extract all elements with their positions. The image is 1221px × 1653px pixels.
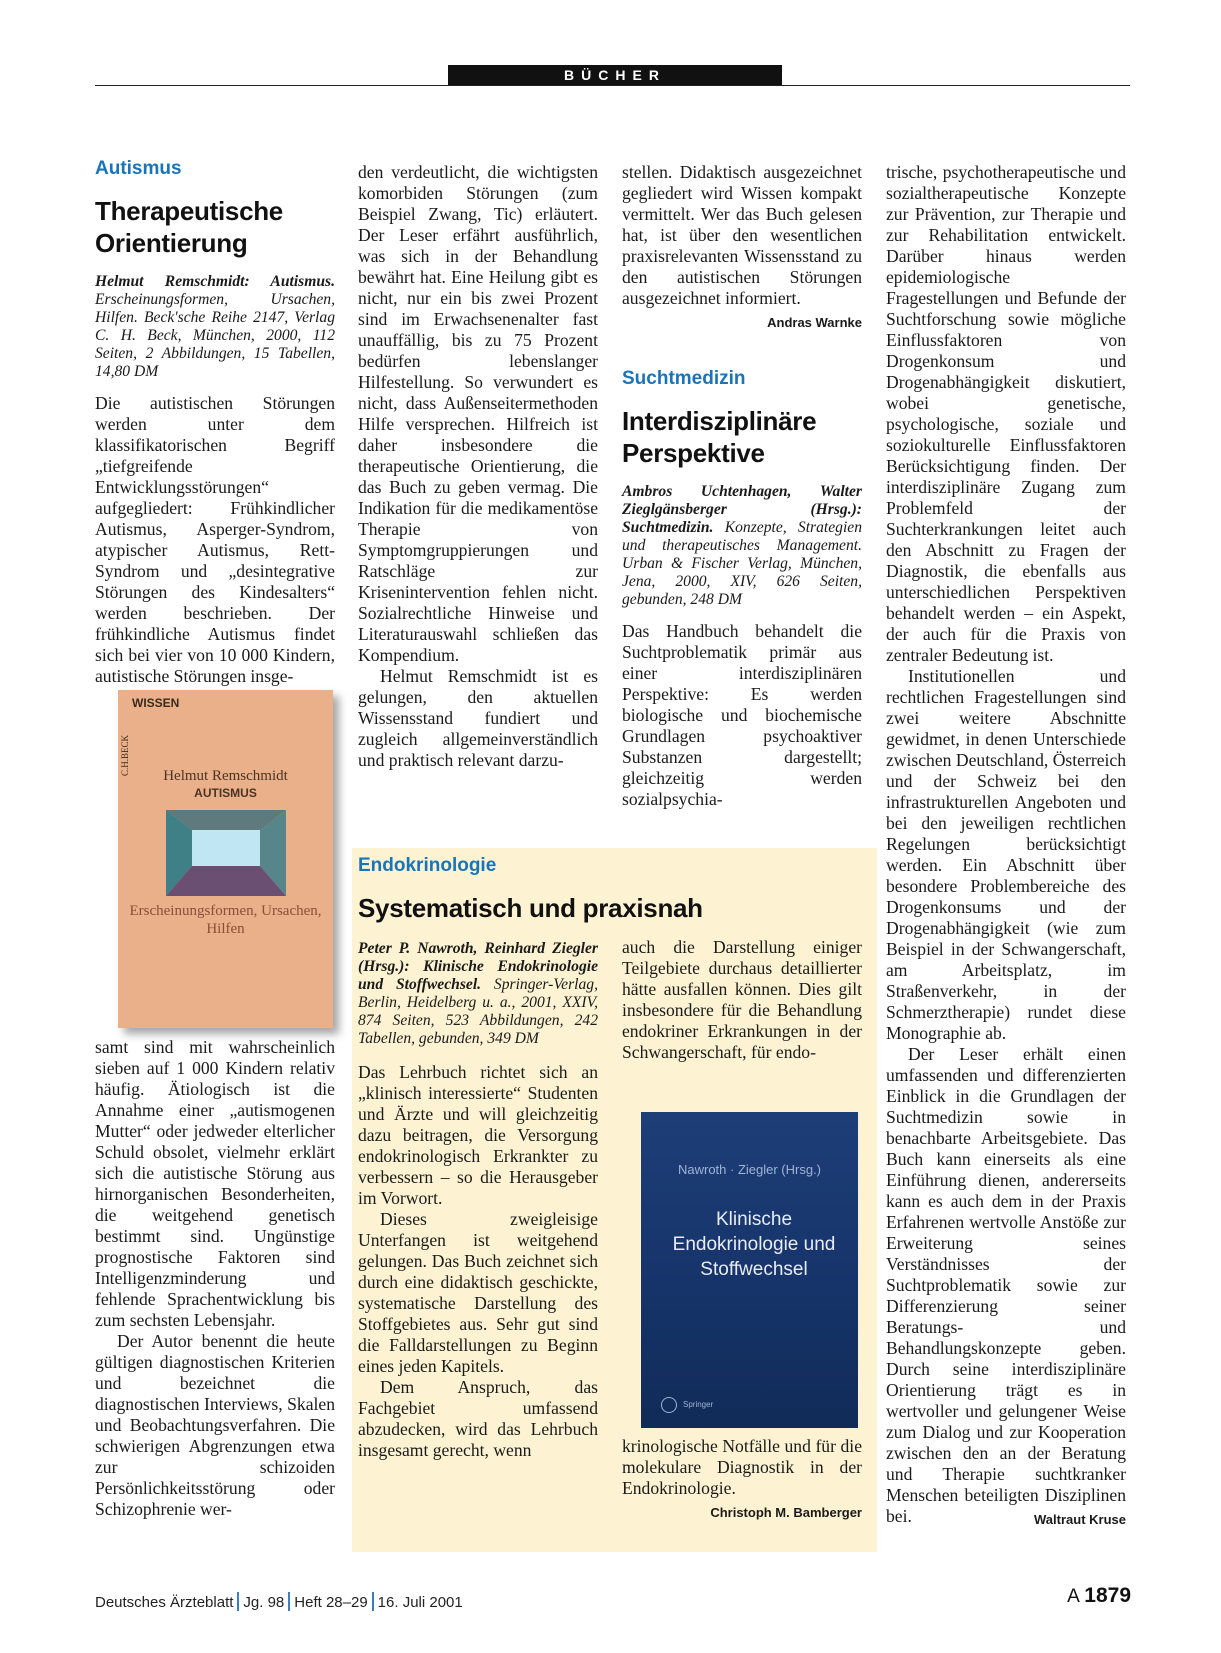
article-sucht-signature: Waltraut Kruse — [1034, 1512, 1126, 1527]
cover-graphic — [166, 810, 286, 896]
book-cover-autismus — [118, 690, 333, 1028]
article-autismus-paragraph: Der Autor benennt die heute gültigen diagnostischen Kriterien und bezeichnet die diagnostischen Interviews, Skalen und Beobachtungsverfahren. Die schwierigen Abgrenzungen etwa zur schizoiden Persönlichkeitsstörung oder Schizophrenie wer- — [95, 1331, 335, 1519]
article-endo-kicker: Endokrinologie — [358, 855, 497, 876]
footer-separator — [288, 1592, 290, 1611]
article-endo-headline: Systematisch und praxisnah — [358, 893, 703, 923]
article-sucht-paragraph: trische, psychotherapeutische und sozialtherapeutische Konzepte zur Prävention, zur Therapie und zur Rehabilitation entwickelt. Darüber hinaus werden epidemiologische Fragestellungen und Befunde der Suchtforschung sowie mögliche Einflussfaktoren von Drogenkonsum und Drogenabhängigkeit diskutiert, wobei genetische, psychologische, soziale und soziokulturelle Einflussfaktoren Berücksichtigung finden. Der interdisziplinäre Zugang zum Problemfeld der Suchterkrankungen leitet auch den Abschnitt zu Fragen der Diagnostik, die ebenfalls aus unterschiedlichen Perspektiven behandelt werden – ein Aspekt, der auch für die Praxis von zentraler Bedeutung ist. — [886, 162, 1126, 665]
journal-volume: Jg. 98 — [243, 1594, 285, 1611]
article-autismus-headline: Therapeutische Orientierung — [95, 196, 283, 258]
cover-title: AUTISMUS — [194, 786, 257, 800]
header-rule — [95, 85, 1130, 86]
article-sucht-paragraph: Der Leser erhält einen umfassenden und differenzierten Einblick in die Grundlagen der Suchtmedizin sowie in benachbarte Arbeitsgebiete. Das Buch kann einerseits als eine Einführung dienen, andererseits kann es auch dem in der Praxis Erfahrenen wertvolle Anstöße zur Erweiterung seines Verständnisses der Suchtproblematik sowie zur Differenzierung seiner Beratungs- und Behandlungskonzepte geben. Durch seine interdisziplinäre Orientierung trägt es in wertvoller und gelungener Weise zum Dialog und zur Kooperation zwischen den an der Beratung und Therapie suchtkranker Menschen beteiligten Disziplinen bei. Waltraut Kruse — [886, 1044, 1126, 1527]
article-autismus-bibliography: Helmut Remschmidt: Autismus. Erscheinungsformen, Ursachen, Hilfen. Beck'sche Reihe 2147, Verlag C. H. Beck, München, 2000, 112 Seiten, 2 Abbildungen, 15 Tabellen, 14,80 DM — [95, 273, 335, 380]
journal-issue: Heft 28–29 — [294, 1594, 368, 1611]
journal-name: Deutsches Ärzteblatt — [95, 1594, 234, 1611]
cover-publisher: Springer — [683, 1400, 714, 1409]
article-sucht-bibliography: Ambros Uchtenhagen, Walter Zieglgänsberger (Hrsg.): Suchtmedizin. Konzepte, Strategien und therapeutisches Management. Urban & Fischer Verlag, München, Jena, 2000, XIV, 626 Seiten, gebunden, 248 DM — [622, 483, 862, 608]
article-autismus-paragraph: stellen. Didaktisch ausgezeichnet gegliedert wird Wissen kompakt vermittelt. Wer das Buch gelesen hat, ist über den wesentlichen praxisrelevanten Wissensstand zu den autistischen Störungen ausgezeichnet informiert. Andras Warnke — [622, 162, 862, 309]
article-autismus-column-1-cont — [95, 1037, 335, 1520]
article-autismus-signature: Andras Warnke — [767, 315, 862, 330]
cover-editors: Nawroth · Ziegler (Hrsg.) — [677, 1162, 822, 1177]
article-endo-bibliography: Peter P. Nawroth, Reinhard Ziegler (Hrsg.): Klinische Endokrinologie und Stoffwechsel. Springer-Verlag, Berlin, Heidelberg u. a., 2001, XXIV, 874 Seiten, 523 Abbildungen, 242 Tabellen, gebunden, 349 DM — [358, 940, 598, 1047]
journal-date: 16. Juli 2001 — [377, 1594, 463, 1611]
cover-author: Helmut Remschmidt — [163, 768, 288, 784]
article-sucht-paragraph: Das Handbuch behandelt die Suchtproblematik primär aus einer interdisziplinären Perspektive: Es werden biologische und biochemische Grundlagen psychoaktiver Substanzen dargestellt; gleichzeitig werden sozialpsychia- — [622, 621, 862, 809]
article-endo-header — [358, 854, 868, 924]
article-endo-paragraph: Das Lehrbuch richtet sich an „klinisch interessierte“ Studenten und Ärzte und will gleichzeitig dazu beitragen, die Versorgung endokrinologisch Erkrankter zu verbessern – so die Herausgeber im Vorwort. — [358, 1062, 598, 1208]
springer-logo-icon — [661, 1397, 677, 1413]
cover-title: Klinische Endokrinologie und Stoffwechsel — [672, 1209, 836, 1280]
article-autismus-paragraph: Helmut Remschmidt ist es gelungen, den aktuellen Wissensstand fundiert und zugleich allgemeinverständlich und praktisch relevant darzu- — [358, 666, 598, 770]
article-autismus-paragraph: den verdeutlicht, die wichtigsten komorbiden Störungen (zum Beispiel Zwang, Tic) erläutert. Der Leser erfährt ausführlich, was sich in der Behandlung bewährt hat. Eine Heilung gibt es nicht, nur ein bis zwei Prozent sind im Erwachsenenalter fast unauffällig, bis zu 75 Prozent bedürfen lebenslanger Hilfestellung. So verwundert es nicht, dass Außenseitermethoden Hilfe versprechen. Hilfreich ist daher insbesondere die therapeutische Orientierung, die das Buch zu geben vermag. Die Indikation für die medikamentöse Therapie von Symptomgruppierungen und Ratschläge zur Krisenintervention fehlen nicht. Sozialrechtliche Hinweise und Literaturauswahl schließen das Kompendium. — [358, 162, 598, 665]
article-endo-column-1 — [358, 940, 598, 1461]
section-header: BÜCHER — [448, 65, 782, 86]
article-autismus-paragraph: Die autistischen Störungen werden unter dem klassifikatorischen Begriff „tiefgreifende Entwicklungsstörungen“ aufgegliedert: Frühkindlicher Autismus, Asperger-Syndrom, atypischer Autismus, Rett-Syndrom und „desintegrative Störungen des Kindesalters“ werden beschrieben. Der frühkindliche Autismus findet sich bei vier von 10 000 Kindern, autistische Störungen insge- — [95, 393, 335, 686]
article-sucht-headline: Interdisziplinäre Perspektive — [622, 406, 817, 468]
article-sucht-paragraph: Institutionellen und rechtlichen Fragestellungen sind zwei weitere Abschnitte gewidmet, in denen Unterschiede zwischen Deutschland, Österreich und der Schweiz bei den infrastrukturellen Angeboten und bei den jeweiligen rechtlichen Regelungen berücksichtigt werden. Ein Abschnitt über besondere Problembereiche des Drogenkonsums und der Drogenabhängigkeit (wie zum Beispiel in der Schwangerschaft, am Arbeitsplatz, im Straßenverkehr, in der Schmerztherapie) rundet diese Monographie ab. — [886, 666, 1126, 1043]
article-autismus-column-2 — [358, 162, 598, 771]
article-sucht-kicker: Suchtmedizin — [622, 368, 746, 389]
footer-separator — [372, 1592, 374, 1611]
article-endo-paragraph: Dem Anspruch, das Fachgebiet umfassend abzudecken, wird das Lehrbuch insgesamt gerecht, wenn — [358, 1377, 598, 1460]
article-autismus-paragraph: samt sind mit wahrscheinlich sieben auf 1 000 Kindern relativ häufig. Ätiologisch ist die Annahme einer „autismogenen Mutter“ oder jedweder elterlicher Schuld obsolet, vielmehr erklärt sich die autistische Störung aus hirnorganischen Besonderheiten, die weitgehend genetisch bestimmt sind. Ungünstige prognostische Faktoren sind Intelligenzminderung und fehlende Sprachentwicklung bis zum sechsten Lebensjahr. — [95, 1037, 335, 1330]
footer-separator — [237, 1592, 239, 1611]
article-autismus-column-3 — [622, 162, 862, 333]
article-endo-paragraph: krinologische Notfälle und für die molekulare Diagnostik in der Endokrinologie. Christoph M. Bamberger — [622, 1436, 862, 1499]
article-autismus-kicker: Autismus — [95, 158, 182, 179]
cover-publisher-spine: C.H.BECK — [120, 734, 130, 776]
article-sucht-column-1 — [622, 367, 862, 810]
page-number: A 1879 — [1067, 1584, 1131, 1607]
article-endo-paragraph: auch die Darstellung einiger Teilgebiete durchaus detaillierter hätte ausfallen können. Dies gilt insbesondere für die Behandlung endokriner Erkrankungen in der Schwangerschaft, für endo- — [622, 937, 862, 1062]
article-sucht-column-2 — [886, 162, 1126, 1530]
cover-series-label: WISSEN — [132, 696, 180, 710]
article-autismus-column-1 — [95, 157, 335, 687]
book-cover-endokrinologie — [641, 1112, 858, 1428]
article-endo-column-2-end — [622, 1436, 862, 1523]
article-endo-signature: Christoph M. Bamberger — [710, 1505, 862, 1520]
article-endo-paragraph: Dieses zweigleisige Unterfangen ist weitgehend gelungen. Das Buch zeichnet sich durch eine didaktisch geschickte, systematische Darstellung des Stoffgebietes aus. Sehr gut sind die Falldarstellungen zu Beginn eines jeden Kapitels. — [358, 1209, 598, 1376]
page-footer — [95, 1592, 463, 1611]
article-endo-column-2 — [622, 937, 862, 1063]
cover-subtitle: Erscheinungsformen, Ursachen, Hilfen — [129, 903, 322, 937]
